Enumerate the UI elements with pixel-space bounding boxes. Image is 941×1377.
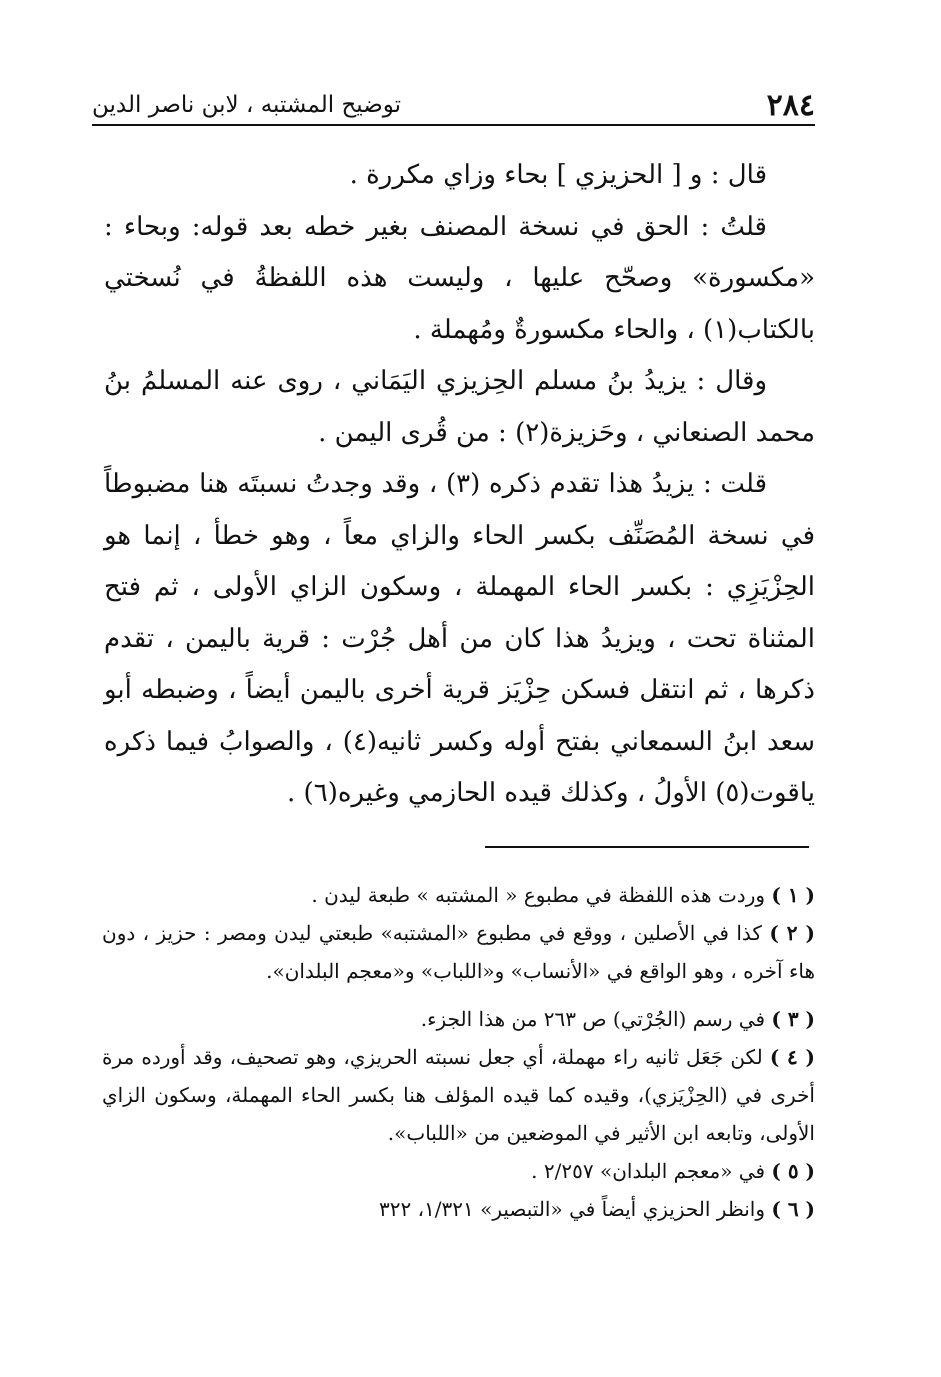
- footnote: [102, 1038, 815, 1152]
- footnote-number: ( ٥ ): [771, 1159, 815, 1183]
- footnote-text: في «معجم البلدان» ٢/٢٥٧ .: [531, 1159, 766, 1183]
- footnote: [102, 1190, 815, 1228]
- footnote: [102, 914, 815, 990]
- page-header: [92, 84, 815, 126]
- footnote-number: ( ٤ ): [769, 1045, 815, 1069]
- paragraph: قال : و [ الحزيزي ] بحاء وزاي مكررة .: [349, 160, 767, 190]
- footnote-divider: [485, 846, 809, 848]
- footnote-number: ( ١ ): [771, 883, 815, 907]
- paragraph: وقال : يزيدُ بنُ مسلم الحِزيزي اليَمَاني ، روى عنه المسلمُ بنُ محمد الصنعاني ، وحَزيزة(٢) : من قُرى اليمن .: [104, 366, 815, 448]
- footnote-text: وردت هذه اللفظة في مطبوع « المشتبه » طبعة ليدن .: [311, 883, 766, 907]
- footnotes: [102, 876, 815, 1228]
- footnote-text: لكن جَعَل ثانيه راء مهملة، أي جعل نسبته الحريزي، وهو تصحيف، وقد أورده مرة أخرى في (الحِزْيَزي)، وقيده كما قيده المؤلف هنا بكسر الحاء المهملة، وسكون الزاي الأولى، وتابعه ابن الأثير في الموضعين من «اللباب».: [102, 1045, 815, 1145]
- main-text: [104, 150, 815, 820]
- paragraph: قلتُ : الحق في نسخة المصنف بغير خطه بعد قوله: وبحاء : «مكسورة» وصحّح عليها ، وليست هذه اللفظةُ في نُسختي بالكتاب(١) ، والحاء مكسورةٌ ومُهملة .: [104, 211, 815, 345]
- footnote: [102, 1152, 815, 1190]
- footnote: [102, 1000, 815, 1038]
- footnote-text: وانظر الحزيزي أيضاً في «التبصير» ١/٣٢١، ٣٢٢: [378, 1197, 766, 1221]
- page-number: ٢٨٤: [766, 88, 815, 123]
- footnote: [102, 876, 815, 914]
- footnote-number: ( ٣ ): [771, 1007, 815, 1031]
- paragraph: قلت : يزيدُ هذا تقدم ذكره (٣) ، وقد وجدتُ نسبتَه هنا مضبوطاً في نسخة المُصَنِّف بكسر الحاء والزاي معاً ، وهو خطأ ، إنما هو الحِزْيَزِي : بكسر الحاء المهملة ، وسكون الزاي الأولى ، ثم فتح المثناة تحت ، ويزيدُ هذا كان من أهل جُرْت : قرية باليمن ، تقدم ذكرها ، ثم انتقل فسكن حِزْيَز قرية أخرى باليمن أيضاً ، وضبطه أبو سعد ابنُ السمعاني بفتح أوله وكسر ثانيه(٤) ، والصوابُ فيما ذكره ياقوت(٥) الأولُ ، وكذلك قيده الحازمي وغيره(٦) .: [104, 469, 816, 808]
- running-title: توضيح المشتبه ، لابن ناصر الدين: [92, 92, 402, 118]
- footnote-number: ( ٦ ): [771, 1197, 815, 1221]
- footnote-text: كذا في الأصلين ، ووقع في مطبوع «المشتبه» طبعتي ليدن ومصر : حزيز ، دون هاء آخره ، وهو الواقع في «الأنساب» و«اللباب» و«معجم البلدان».: [102, 921, 815, 983]
- footnote-number: ( ٢ ): [769, 921, 815, 945]
- footnote-text: في رسم (الجُرْتي) ص ٢٦٣ من هذا الجزء.: [420, 1007, 766, 1031]
